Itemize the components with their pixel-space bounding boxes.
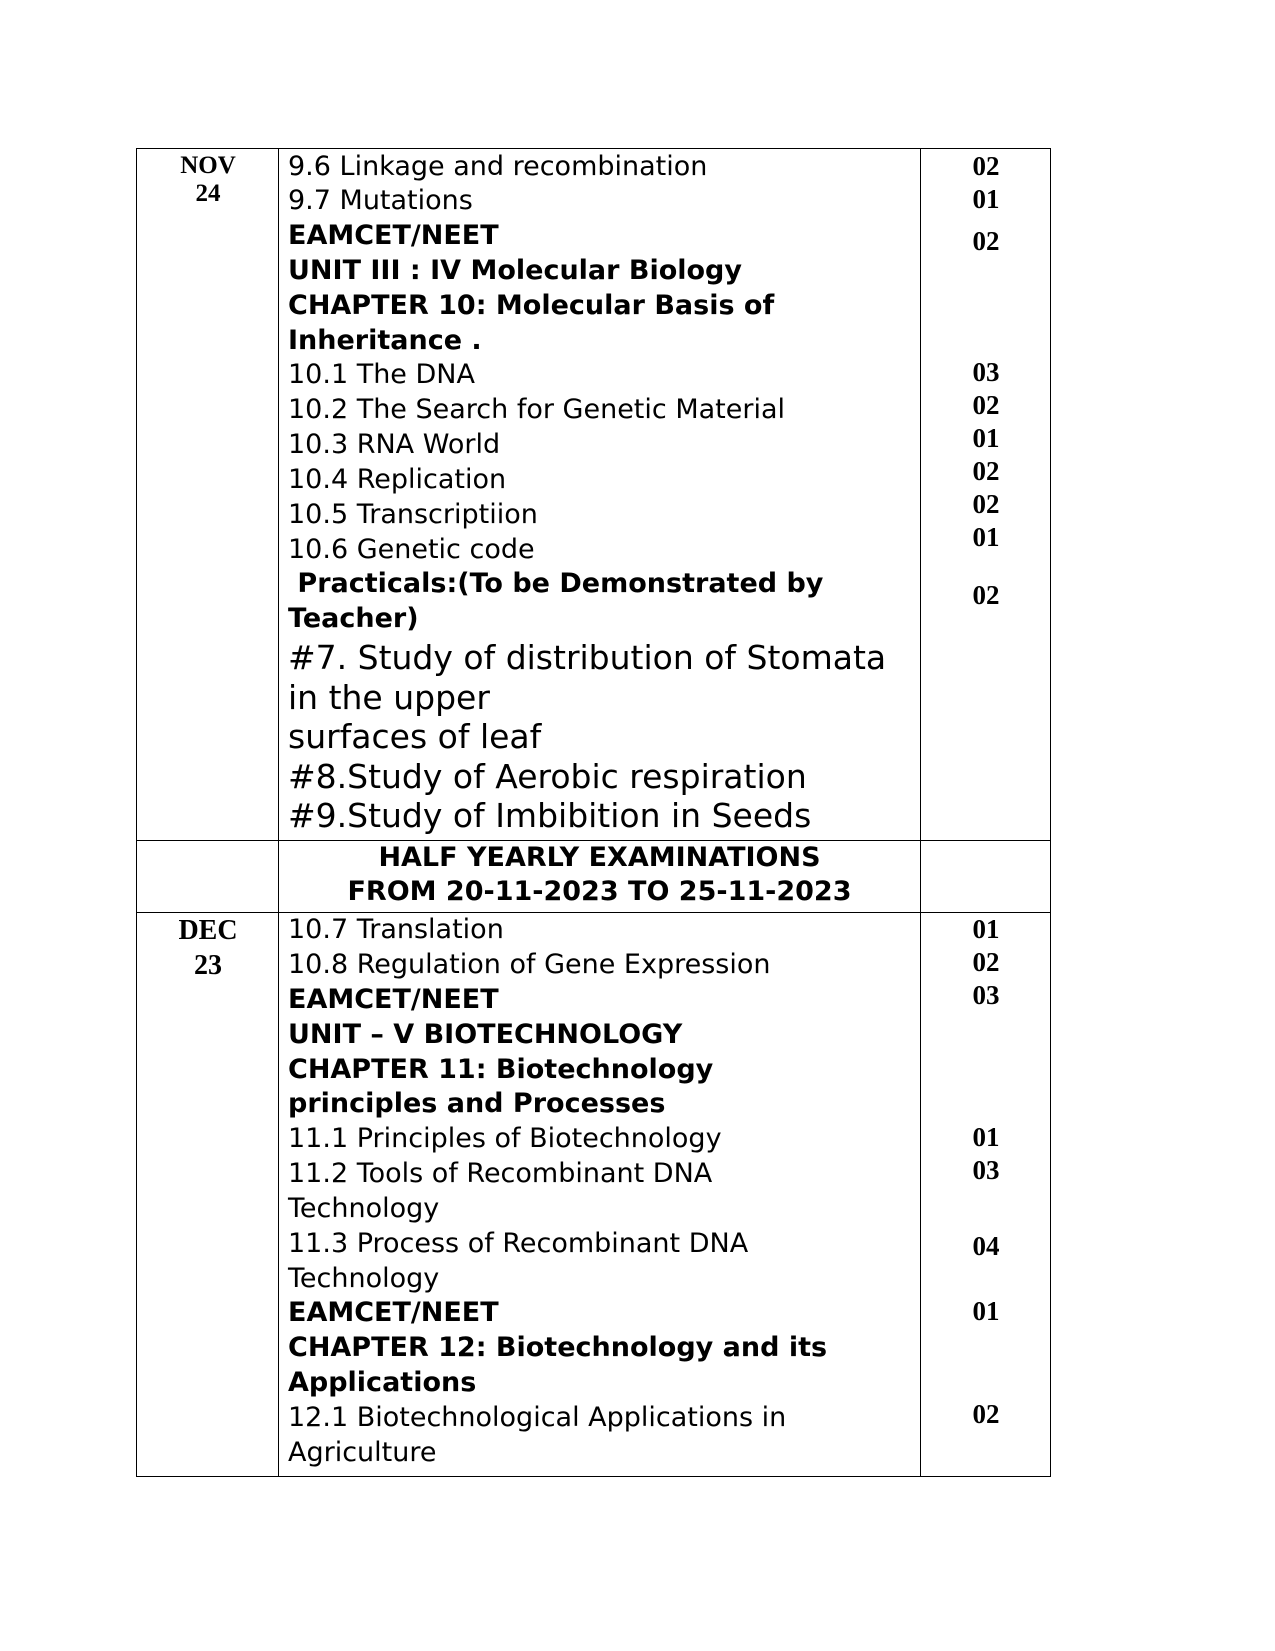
month-label: DEC <box>178 915 238 946</box>
period-count: 02 <box>972 226 1000 256</box>
period-count: 03 <box>972 980 1000 1010</box>
topic-heading: CHAPTER 12: Biotechnology and its <box>288 1332 828 1363</box>
row-divider-exam-bottom <box>136 912 1051 913</box>
period-count: 01 <box>972 914 1000 944</box>
topic-line: 10.6 Genetic code <box>288 534 535 565</box>
practical-line: surfaces of leaf <box>288 717 542 756</box>
table-border-right <box>1050 148 1051 1477</box>
topic-heading: UNIT – V BIOTECHNOLOGY <box>288 1019 683 1050</box>
topic-heading: EAMCET/NEET <box>288 1297 499 1328</box>
topic-heading: Inheritance . <box>288 325 482 356</box>
column-divider-month <box>278 148 279 1477</box>
weeks-count: 23 <box>194 950 222 981</box>
period-count: 01 <box>972 184 1000 214</box>
period-count: 03 <box>972 1155 1000 1185</box>
topic-heading: Practicals:(To be Demonstrated by <box>288 568 824 599</box>
topic-line: Agriculture <box>288 1437 437 1468</box>
topic-line: 10.7 Translation <box>288 914 504 945</box>
column-divider-periods <box>920 148 921 1477</box>
period-count: 02 <box>972 947 1000 977</box>
topic-heading: EAMCET/NEET <box>288 220 499 251</box>
period-count: 01 <box>972 423 1000 453</box>
weeks-count: 24 <box>195 180 221 207</box>
topic-line: 11.1 Principles of Biotechnology <box>288 1123 722 1154</box>
practical-line: in the upper <box>288 678 490 717</box>
topic-line: 11.3 Process of Recombinant DNA <box>288 1228 749 1259</box>
period-count: 01 <box>972 1122 1000 1152</box>
month-label: NOV <box>180 152 236 179</box>
period-count: 02 <box>972 456 1000 486</box>
exam-title: HALF YEARLY EXAMINATIONS <box>378 842 821 873</box>
period-count: 02 <box>972 489 1000 519</box>
period-count: 02 <box>972 390 1000 420</box>
topic-line: 11.2 Tools of Recombinant DNA <box>288 1158 713 1189</box>
topic-line: 9.7 Mutations <box>288 185 473 216</box>
period-count: 01 <box>972 522 1000 552</box>
table-border-bottom <box>136 1476 1051 1477</box>
topic-line: 10.3 RNA World <box>288 429 501 460</box>
practical-line: #8.Study of Aerobic respiration <box>288 757 807 796</box>
topic-line: Technology <box>288 1193 440 1224</box>
exam-dates: FROM 20-11-2023 TO 25-11-2023 <box>347 876 852 907</box>
topic-line: 10.2 The Search for Genetic Material <box>288 394 786 425</box>
period-count: 02 <box>972 151 1000 181</box>
row-divider-exam-top <box>136 840 1051 841</box>
topic-line: 10.4 Replication <box>288 464 507 495</box>
topic-line: 10.8 Regulation of Gene Expression <box>288 949 771 980</box>
topic-heading: UNIT III : IV Molecular Biology <box>288 255 742 286</box>
period-count: 04 <box>972 1231 1000 1261</box>
topic-heading: principles and Processes <box>288 1088 666 1119</box>
period-count: 01 <box>972 1296 1000 1326</box>
topic-heading: CHAPTER 10: Molecular Basis of <box>288 290 775 321</box>
period-count: 03 <box>972 357 1000 387</box>
topic-heading: EAMCET/NEET <box>288 984 499 1015</box>
topic-line: Technology <box>288 1263 440 1294</box>
topic-line: 12.1 Biotechnological Applications in <box>288 1402 787 1433</box>
topic-heading: Applications <box>288 1367 477 1398</box>
table-border-left <box>136 148 137 1477</box>
topic-line: 10.5 Transcriptiion <box>288 499 538 530</box>
topic-heading: Teacher) <box>288 603 419 634</box>
period-count: 02 <box>972 1399 1000 1429</box>
practical-line: #7. Study of distribution of Stomata <box>288 638 887 677</box>
period-count: 02 <box>972 580 1000 610</box>
topic-heading: CHAPTER 11: Biotechnology <box>288 1054 714 1085</box>
topic-line: 10.1 The DNA <box>288 359 475 390</box>
table-border-top <box>136 148 1051 149</box>
practical-line: #9.Study of Imbibition in Seeds <box>288 796 812 835</box>
topic-line: 9.6 Linkage and recombination <box>288 151 708 182</box>
